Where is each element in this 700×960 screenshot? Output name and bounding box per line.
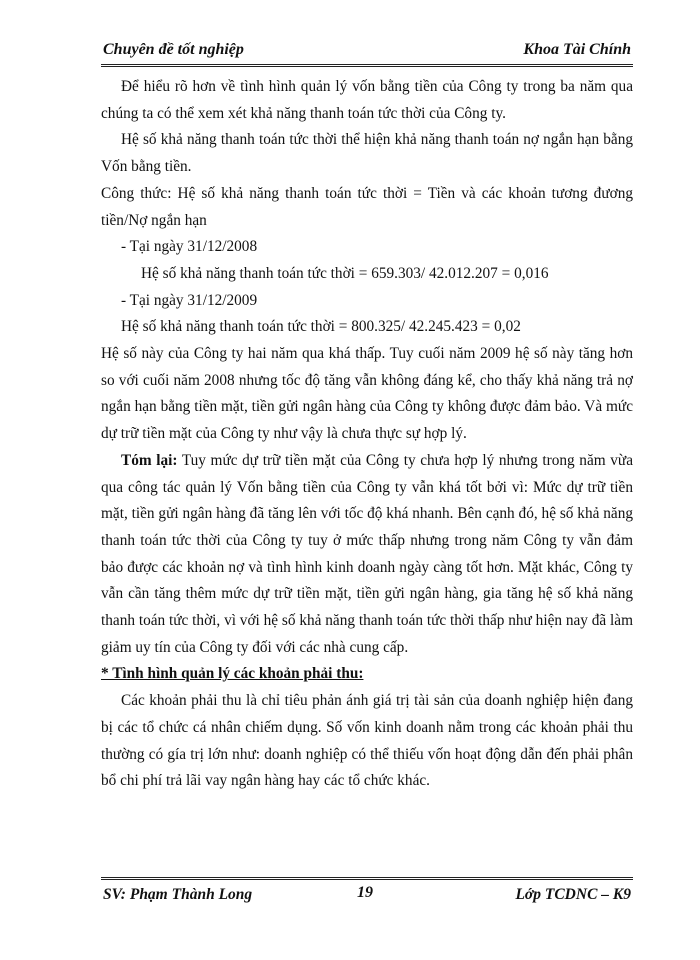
footer-class: Lớp TCDNC – K9 (515, 886, 631, 903)
paragraph-analysis: Hệ số này của Công ty hai năm qua khá thấp. Tuy cuối năm 2009 hệ số này tăng hơn so với cuối năm 2008 nhưng tốc độ tăng vẫn không đáng kể, cho thấy khả năng trả nợ ngắn hạn bằng tiền mặt, tiền gửi ngân hàng của Công ty không được đảm bảo. Và mức dự trữ tiền mặt của Công ty như vậy là chưa thực sự hợp lý. (101, 345, 633, 443)
item-date-2008: - Tại ngày 31/12/2008 (121, 238, 258, 256)
summary-label: Tóm lại: (121, 451, 178, 469)
section-heading (101, 661, 633, 688)
header-document-type: Chuyên đề tốt nghiệp (103, 41, 244, 58)
paragraph-definition: Hệ số khả năng thanh toán tức thời thể hiện khả năng thanh toán nợ ngắn hạn bằng Vốn bằng tiền. (101, 131, 633, 176)
page-footer (101, 884, 633, 908)
item-date-2009: - Tại ngày 31/12/2009 (121, 291, 258, 309)
paragraph-summary (101, 448, 633, 662)
paragraph-receivables: Các khoản phải thu là chỉ tiêu phản ánh giá trị tài sản của doanh nghiệp hiện đang bị các tổ chức cá nhân chiếm dụng. Số vốn kinh doanh nằm trong các khoản phải thu thường có gía trị lớn như: doanh nghiệp có thể thiếu vốn hoạt động dẫn đến phải phân bổ chi phí trả lãi vay ngân hàng hay các tổ chức khác. (101, 692, 633, 790)
footer-divider (101, 877, 633, 880)
section-heading-text: * Tình hình quản lý các khoản phải thu: (101, 665, 364, 683)
header-divider (101, 64, 633, 67)
paragraph-intro: Để hiểu rõ hơn về tình hình quản lý vốn bằng tiền của Công ty trong ba năm qua chúng ta có thể xem xét khả năng thanh toán tức thời của Công ty. (101, 78, 633, 122)
paragraph-formula: Công thức: Hệ số khả năng thanh toán tức thời = Tiền và các khoản tương đương tiền/Nợ ngắn hạn (101, 184, 633, 229)
page-number: 19 (357, 884, 373, 901)
calc-2008: Hệ số khả năng thanh toán tức thời = 659.303/ 42.012.207 = 0,016 (141, 264, 549, 282)
calc-2009: Hệ số khả năng thanh toán tức thời = 800.325/ 42.245.423 = 0,02 (121, 318, 521, 336)
summary-text: Tuy mức dự trữ tiền mặt của Công ty chưa hợp lý nhưng trong năm vừa qua công tác quản lý Vốn bằng tiền của Công ty vẫn khá tốt bởi vì: Mức dự trữ tiền mặt, tiền gửi ngân hàng đã tăng lên với tốc độ khá nhanh. Bên cạnh đó, hệ số khả năng thanh toán tức thời của Công ty tuy ở mức thấp nhưng trong năm Công ty vẫn đảm bảo được các khoản nợ và tình hình kinh doanh ngày càng tốt hơn. Mặt khác, Công ty vẫn cần tăng thêm mức dự trữ tiền mặt, tiền gửi ngân hàng, gia tăng hệ số khả năng thanh toán tức thời, vì với hệ số khả năng thanh toán tức thời thấp như hiện nay đã làm giảm uy tín của Công ty đối với các nhà cung cấp. (101, 451, 633, 656)
page-body (101, 74, 633, 795)
page-header (101, 38, 633, 64)
header-faculty: Khoa Tài Chính (523, 41, 631, 58)
footer-student: SV: Phạm Thành Long (103, 886, 253, 903)
